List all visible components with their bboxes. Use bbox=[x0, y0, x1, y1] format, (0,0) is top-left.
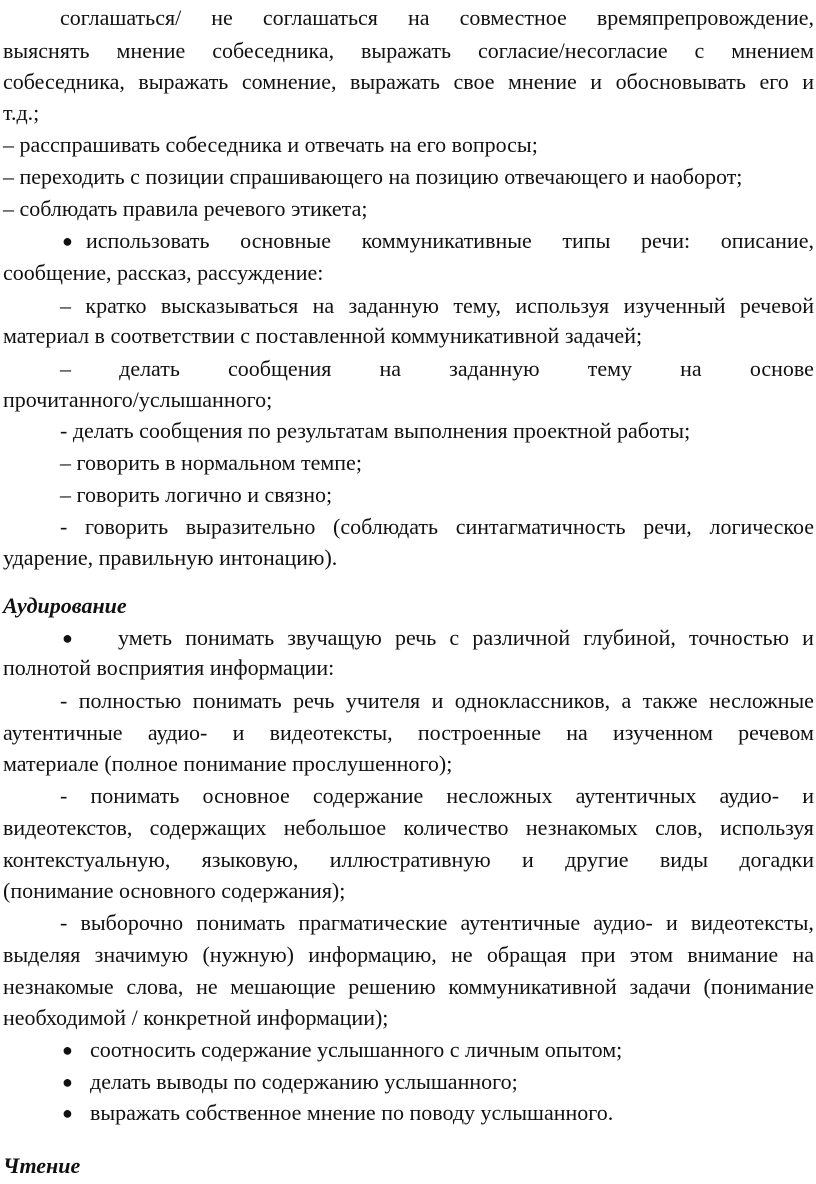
word: (понимание bbox=[703, 974, 814, 999]
text-line bbox=[0, 939, 816, 971]
word: с bbox=[694, 38, 705, 63]
line-text: соотносить содержание услышанного с личным опытом; bbox=[90, 1037, 623, 1062]
word: на bbox=[407, 5, 430, 30]
word: слов, bbox=[655, 815, 703, 840]
word: слова, bbox=[126, 974, 184, 999]
text-line bbox=[0, 2, 816, 34]
word: иллюстративную bbox=[329, 847, 491, 872]
text-line bbox=[0, 257, 816, 289]
line-text: сообщение, рассказ, рассуждение: bbox=[3, 260, 324, 285]
word: и bbox=[665, 910, 678, 935]
bullet-icon: ● bbox=[62, 1103, 73, 1123]
line-text: – расспрашивать собеседника и отвечать на его вопросы; bbox=[3, 132, 538, 157]
line-text bbox=[60, 511, 814, 543]
word: языковую, bbox=[201, 847, 299, 872]
line-text: материале (полное понимание прослушенного); bbox=[3, 751, 453, 776]
word: синтагматичность bbox=[455, 514, 626, 539]
word: виды bbox=[659, 847, 709, 872]
word: основные bbox=[240, 228, 331, 253]
line-text: (понимание основного содержания); bbox=[3, 878, 346, 903]
word: при bbox=[580, 942, 616, 967]
text-line bbox=[0, 415, 816, 447]
word: аутентичные bbox=[3, 720, 123, 745]
text-line bbox=[0, 542, 816, 574]
word: речь bbox=[394, 625, 437, 650]
word: построенные bbox=[417, 720, 541, 745]
bullet-icon: ● bbox=[62, 1040, 73, 1060]
bullet-line bbox=[0, 225, 816, 257]
word: - bbox=[60, 910, 68, 935]
word: значимую bbox=[94, 942, 189, 967]
text-line bbox=[0, 652, 816, 684]
word: и bbox=[802, 69, 814, 94]
word: задачи bbox=[629, 974, 691, 999]
text-line bbox=[0, 780, 816, 812]
word: тему bbox=[587, 356, 633, 381]
word: изученном bbox=[613, 720, 713, 745]
word: и bbox=[802, 783, 814, 808]
line-text bbox=[3, 35, 814, 67]
word: (нужную) bbox=[202, 942, 294, 967]
word: согласие/несогласие bbox=[477, 38, 668, 63]
text-line bbox=[0, 353, 816, 385]
word: используя bbox=[515, 293, 610, 318]
bullet-line bbox=[0, 1066, 816, 1098]
text-line bbox=[0, 511, 816, 543]
word: высказываться bbox=[160, 293, 299, 318]
bullet-line bbox=[0, 1034, 816, 1066]
word: аудио- bbox=[593, 910, 653, 935]
word: – bbox=[60, 356, 71, 381]
line-text: прочитанного/услышанного; bbox=[3, 387, 273, 412]
line-text bbox=[3, 66, 814, 98]
text-line bbox=[0, 844, 816, 876]
text-line bbox=[0, 384, 816, 416]
line-text: т.д.; bbox=[3, 100, 40, 125]
word: речи: bbox=[641, 228, 691, 253]
word: - bbox=[60, 688, 68, 713]
word: не bbox=[211, 5, 233, 30]
word: решению bbox=[348, 974, 436, 999]
text-line bbox=[0, 479, 816, 511]
word: говорить bbox=[84, 514, 169, 539]
line-text: материал в соответствии с поставленной коммуникативной задачей; bbox=[3, 323, 643, 348]
word: типы bbox=[562, 228, 611, 253]
line-text: – соблюдать правила речевого этикета; bbox=[3, 196, 368, 221]
word: содержание bbox=[312, 783, 424, 808]
word: времяпрепровождение, bbox=[596, 5, 814, 30]
word: не bbox=[196, 974, 218, 999]
line-text bbox=[3, 812, 814, 844]
word: прагматические bbox=[298, 910, 448, 935]
text-line bbox=[0, 685, 816, 717]
word: – bbox=[60, 293, 71, 318]
text-line bbox=[0, 97, 816, 129]
word: на bbox=[312, 293, 335, 318]
word: выразительно bbox=[185, 514, 316, 539]
word: сомнение, bbox=[241, 69, 337, 94]
text-line bbox=[0, 748, 816, 780]
line-text bbox=[3, 844, 814, 876]
text-line bbox=[0, 1002, 816, 1034]
text-line bbox=[0, 35, 816, 67]
word: несложные bbox=[709, 688, 814, 713]
word: аутентичных bbox=[575, 783, 697, 808]
word: коммуникативной bbox=[448, 974, 617, 999]
bullet-icon: ● bbox=[62, 231, 73, 251]
word: (соблюдать bbox=[333, 514, 439, 539]
word: речи, bbox=[643, 514, 692, 539]
word: учителя bbox=[345, 688, 421, 713]
line-text: - делать сообщения по результатам выполнения проектной работы; bbox=[60, 418, 691, 443]
line-text bbox=[60, 290, 814, 322]
word: обосновывать bbox=[615, 69, 746, 94]
line-text: полнотой восприятия информации: bbox=[3, 655, 335, 680]
word: заданную bbox=[449, 356, 540, 381]
word: точностью bbox=[689, 625, 790, 650]
bullet-icon: ● bbox=[62, 628, 73, 648]
section-title: Чтение bbox=[3, 1153, 81, 1178]
line-text: выражать собственное мнение по поводу услышанного. bbox=[90, 1100, 614, 1125]
word: несложных bbox=[446, 783, 553, 808]
line-text bbox=[3, 717, 814, 749]
word: логическое bbox=[709, 514, 814, 539]
word: речевом bbox=[738, 720, 814, 745]
line-text: – говорить логично и связно; bbox=[60, 482, 333, 507]
text-line bbox=[0, 447, 816, 479]
word: выражать bbox=[138, 69, 229, 94]
word: и bbox=[802, 625, 814, 650]
word: основное bbox=[202, 783, 290, 808]
word: одноклассников, bbox=[454, 688, 611, 713]
section-heading-audirovanie bbox=[0, 590, 816, 622]
word: изученный bbox=[623, 293, 726, 318]
line-text: ударение, правильную интонацию). bbox=[3, 545, 338, 570]
word: различной bbox=[472, 625, 571, 650]
word: мешающие bbox=[230, 974, 336, 999]
section-heading-chtenie bbox=[0, 1150, 816, 1182]
word: обращая bbox=[486, 942, 567, 967]
word: видеотексты, bbox=[690, 910, 814, 935]
word: соглашаться bbox=[262, 5, 378, 30]
word: соглашаться/ bbox=[60, 5, 182, 30]
word: понимать bbox=[90, 783, 180, 808]
text-line bbox=[0, 971, 816, 1003]
word: полностью bbox=[78, 688, 182, 713]
word: тему, bbox=[453, 293, 501, 318]
word: речь bbox=[293, 688, 335, 713]
word: выделяя bbox=[3, 942, 81, 967]
word: использовать bbox=[86, 228, 210, 253]
text-line bbox=[0, 290, 816, 322]
word: на bbox=[566, 720, 588, 745]
word: аудио- bbox=[719, 783, 780, 808]
word: используя bbox=[720, 815, 814, 840]
word: его bbox=[759, 69, 789, 94]
line-text bbox=[60, 780, 814, 812]
word: с bbox=[449, 625, 460, 650]
word: речевой bbox=[739, 293, 814, 318]
word: а bbox=[621, 688, 632, 713]
line-text bbox=[60, 685, 814, 717]
line-text: – говорить в нормальном темпе; bbox=[60, 450, 362, 475]
text-line bbox=[0, 66, 816, 98]
word: глубиной, bbox=[583, 625, 676, 650]
word: незнакомых bbox=[525, 815, 638, 840]
word: делать bbox=[119, 356, 180, 381]
word: на bbox=[379, 356, 402, 381]
line-text bbox=[118, 622, 814, 654]
word: внимание bbox=[687, 942, 779, 967]
word: и bbox=[590, 69, 603, 94]
word: понимать bbox=[196, 910, 286, 935]
word: кратко bbox=[85, 293, 147, 318]
word: другие bbox=[565, 847, 629, 872]
word: этом bbox=[629, 942, 674, 967]
text-line bbox=[0, 161, 816, 193]
line-text bbox=[60, 2, 814, 34]
word: описание, bbox=[720, 228, 814, 253]
word: собеседника, bbox=[212, 38, 335, 63]
word: свое bbox=[453, 69, 495, 94]
line-text: делать выводы по содержанию услышанного; bbox=[90, 1069, 518, 1094]
word: понимать bbox=[185, 625, 275, 650]
word: видеотекстов, bbox=[3, 815, 133, 840]
line-text bbox=[60, 907, 814, 939]
line-text bbox=[3, 971, 814, 1003]
bullet-line bbox=[0, 1097, 816, 1129]
word: незнакомые bbox=[3, 974, 114, 999]
word: выражать bbox=[361, 38, 452, 63]
word: на bbox=[680, 356, 702, 381]
line-text: необходимой / конкретной информации); bbox=[3, 1005, 389, 1030]
bullet-icon: ● bbox=[62, 1072, 73, 1092]
word: мнение bbox=[116, 38, 186, 63]
word: коммуникативные bbox=[361, 228, 532, 253]
word: небольшое bbox=[283, 815, 387, 840]
word: аудио- bbox=[147, 720, 208, 745]
word: также bbox=[642, 688, 698, 713]
word: мнением bbox=[731, 38, 814, 63]
text-line bbox=[0, 717, 816, 749]
word: мнение bbox=[508, 69, 577, 94]
word: сообщения bbox=[228, 356, 332, 381]
word: понимать bbox=[192, 688, 282, 713]
bullet-line bbox=[0, 622, 816, 654]
section-title: Аудирование bbox=[3, 593, 127, 618]
text-line bbox=[0, 129, 816, 161]
word: заданную bbox=[348, 293, 439, 318]
word: контекстуальную, bbox=[3, 847, 171, 872]
word: информацию, bbox=[308, 942, 437, 967]
word: - bbox=[60, 783, 68, 808]
text-line bbox=[0, 875, 816, 907]
word: выяснять bbox=[3, 38, 90, 63]
word: и bbox=[431, 688, 444, 713]
word: аутентичные bbox=[460, 910, 581, 935]
word: догадки bbox=[739, 847, 814, 872]
text-line bbox=[0, 812, 816, 844]
word: не bbox=[451, 942, 473, 967]
text-line bbox=[0, 907, 816, 939]
word: и bbox=[522, 847, 534, 872]
word: и bbox=[232, 720, 245, 745]
word: совместное bbox=[459, 5, 567, 30]
word: количество bbox=[403, 815, 509, 840]
line-text bbox=[3, 939, 814, 971]
word: звучащую bbox=[287, 625, 382, 650]
word: - bbox=[60, 514, 68, 539]
word: выражать bbox=[349, 69, 440, 94]
word: видеотексты, bbox=[269, 720, 393, 745]
text-line bbox=[0, 193, 816, 225]
word: на bbox=[792, 942, 814, 967]
word: содержащих bbox=[149, 815, 267, 840]
line-text bbox=[60, 353, 814, 385]
word: собеседника, bbox=[3, 69, 125, 94]
line-text bbox=[86, 225, 814, 257]
word: основе bbox=[749, 356, 814, 381]
line-text: – переходить с позиции спрашивающего на позицию отвечающего и наоборот; bbox=[3, 164, 743, 189]
word: выборочно bbox=[80, 910, 184, 935]
text-line bbox=[0, 320, 816, 352]
word: уметь bbox=[118, 625, 173, 650]
